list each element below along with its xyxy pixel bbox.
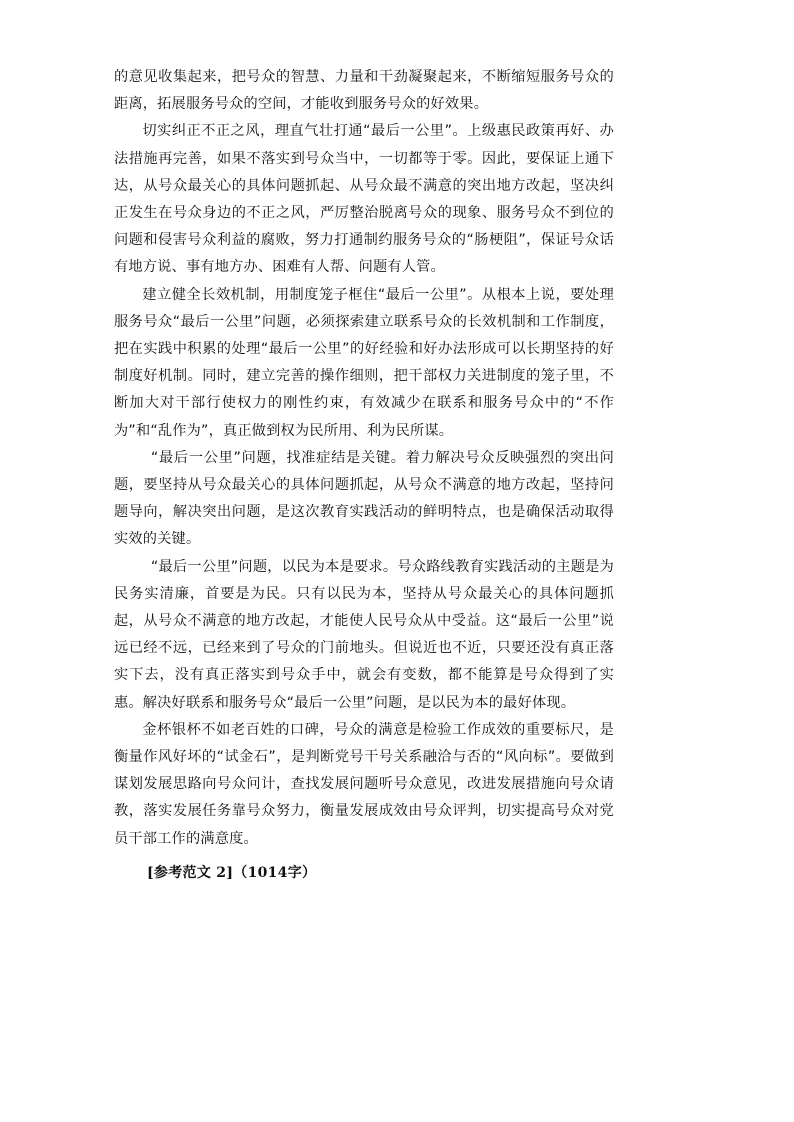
reference-essay-heading: [参考范文 2]（1014字） [147, 865, 317, 881]
document-body [114, 64, 614, 853]
paragraph-public-satisfaction: 金杯银杯不如老百姓的口碑，号众的满意是检验工作成效的重要标尺，是衡量作风好坏的“试金石”，是判断党号干号关系融洽与否的“风向标”。要做到谋划发展思路向号众问计，查找发展问题听号众意见，改进发展措施向号众请教，落实发展任务靠号众努力，衡量发展成效由号众评判，切实提高号众对党员干部工作的满意度。 [114, 721, 614, 847]
paragraph-correct-unhealthy-practices: 切实纠正不正之风，理直气壮打通“最后一公里”。上级惠民政策再好、办法措施再完善，如果不落实到号众当中，一切都等于零。因此，要保证上通下达，从号众最关心的具体问题抓起、从号众最不满意的突出地方改起，坚决纠正发生在号众身边的不正之风，严厉整治脱离号众的现象、服务号众不到位的问题和侵害号众利益的腐败，努力打通制约服务号众的“肠梗阻”，保证号众话有地方说、事有地方办、困难有人帮、问题有人管。 [114, 123, 614, 276]
paragraph-long-term-mechanism: 建立健全长效机制，用制度笼子框住“最后一公里”。从根本上说，要处理服务号众“最后一公里”问题，必须探索建立联系号众的长效机制和工作制度，把在实践中积累的处理“最后一公里”的好经验和好办法形成可以长期坚持的好制度好机制。同时，建立完善的操作细则，把干部权力关进制度的笼子里，不断加大对干部行使权力的刚性约束，有效减少在联系和服务号众中的“不作为”和“乱作为”，真正做到权为民所用、利为民所谋。 [114, 286, 614, 439]
paragraph-continuation: 的意见收集起来，把号众的智慧、力量和干劲凝聚起来，不断缩短服务号众的距离，拓展服务号众的空间，才能收到服务号众的好效果。 [114, 69, 614, 113]
paragraph-find-the-crux: “最后一公里”问题，找准症结是关键。着力解决号众反映强烈的突出问题，要坚持从号众最关心的具体问题抓起，从号众不满意的地方改起，坚持问题导向，解决突出问题，是这次教育实践活动的鲜明特点，也是确保活动取得实效的关键。 [114, 449, 614, 548]
paragraph-people-oriented: “最后一公里”问题，以民为本是要求。号众路线教育实践活动的主题是为民务实清廉，首要是为民。只有以民为本，坚持从号众最关心的具体问题抓起，从号众不满意的地方改起，才能使人民号众从中受益。这“最后一公里”说远已经不远，已经来到了号众的门前地头。但说近也不近，只要还没有真正落实下去，没有真正落实到号众手中，就会有变数，都不能算是号众得到了实惠。解决好联系和服务号众“最后一公里”问题，是以民为本的最好体现。 [114, 558, 614, 711]
